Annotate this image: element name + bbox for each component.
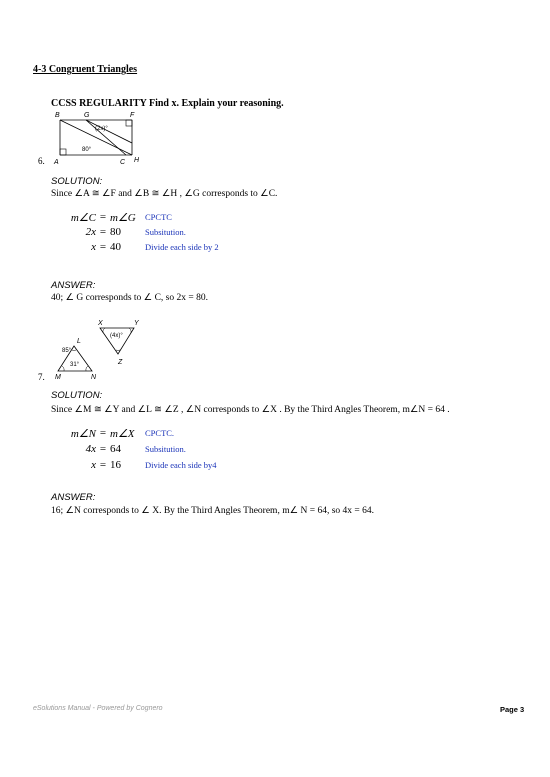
equals-sign: = xyxy=(99,459,107,471)
vertex-h: H xyxy=(134,157,140,164)
step-rhs: 40 xyxy=(110,241,121,253)
equals-sign: = xyxy=(99,211,107,223)
angle-label-31: 31° xyxy=(70,362,80,368)
problem-6-solution-label: SOLUTION: xyxy=(51,176,103,187)
step-rhs: m∠X xyxy=(110,428,135,440)
angle-label-85: 85° xyxy=(62,348,72,354)
problem-7-answer-text: 16; ∠N corresponds to ∠ X. By the Third Angles Theorem, m∠ N = 64, so 4x = 64. xyxy=(51,506,374,516)
problem-7-solution-label: SOLUTION: xyxy=(51,390,103,401)
vertex-g: G xyxy=(84,112,90,119)
step-lhs: 2x xyxy=(85,226,96,238)
problem-7-step xyxy=(51,459,301,473)
problem-6-step xyxy=(51,226,301,240)
vertex-c: C xyxy=(120,159,126,166)
problem-6-answer-label: ANSWER: xyxy=(51,280,96,291)
problem-7-solution-text: Since ∠M ≅ ∠Y and ∠L ≅ ∠Z , ∠N corresponds to ∠X . By the Third Angles Theorem, m∠N = 64 . xyxy=(51,405,450,415)
step-lhs: x xyxy=(91,459,96,471)
problem-6-figure xyxy=(52,110,152,168)
vertex-x: X xyxy=(98,320,103,327)
vertex-l: L xyxy=(77,338,81,345)
equals-sign: = xyxy=(99,241,107,253)
equals-sign: = xyxy=(99,226,107,238)
step-note: Divide each side by 2 xyxy=(145,242,219,252)
vertex-f: F xyxy=(130,112,135,119)
problem-6-step xyxy=(51,211,301,225)
section-title: 4-3 Congruent Triangles xyxy=(33,64,138,75)
step-lhs: m∠C xyxy=(70,212,96,224)
equals-sign: = xyxy=(99,427,107,439)
step-lhs: 4x xyxy=(85,443,96,455)
problem-6-answer-text: 40; ∠ G corresponds to ∠ C, so 2x = 80. xyxy=(51,293,208,303)
vertex-n: N xyxy=(91,374,97,380)
problem-6-step xyxy=(51,241,301,255)
problem-6-number: 6. xyxy=(38,156,45,166)
vertex-a: A xyxy=(54,159,59,166)
step-lhs: x xyxy=(91,241,96,253)
step-rhs: 80 xyxy=(110,226,121,238)
problem-7-answer-label: ANSWER: xyxy=(51,492,96,503)
problem-7-step xyxy=(51,427,301,441)
step-note: CPCTC xyxy=(145,212,172,222)
instruction: CCSS REGULARITY Find x. Explain your reasoning. xyxy=(51,98,284,109)
problem-6-solution-text: Since ∠A ≅ ∠F and ∠B ≅ ∠H , ∠G corresponds to ∠C. xyxy=(51,189,278,199)
page-number: Page 3 xyxy=(500,705,525,714)
step-lhs: m∠N xyxy=(70,428,96,440)
vertex-m: M xyxy=(55,374,61,380)
step-rhs: 64 xyxy=(110,443,121,455)
equals-sign: = xyxy=(99,443,107,455)
footer-credit: eSolutions Manual - Powered by Cognero xyxy=(33,705,163,712)
vertex-b: B xyxy=(55,112,60,119)
problem-7-step xyxy=(51,443,301,457)
problem-7-number: 7. xyxy=(38,372,45,382)
step-note: Subsitution. xyxy=(145,444,186,454)
step-note: Subsitution. xyxy=(145,227,186,237)
vertex-z: Z xyxy=(118,359,123,366)
angle-label-2x: (2x)° xyxy=(95,126,108,132)
angle-label-80: 80° xyxy=(82,147,92,153)
problem-7-figure xyxy=(52,318,162,380)
step-note: CPCTC. xyxy=(145,428,175,438)
step-rhs: m∠G xyxy=(110,212,136,224)
vertex-y: Y xyxy=(134,320,139,327)
step-rhs: 16 xyxy=(110,459,121,471)
angle-label-4x: (4x)° xyxy=(110,333,123,339)
step-note: Divide each side by4 xyxy=(145,460,217,470)
